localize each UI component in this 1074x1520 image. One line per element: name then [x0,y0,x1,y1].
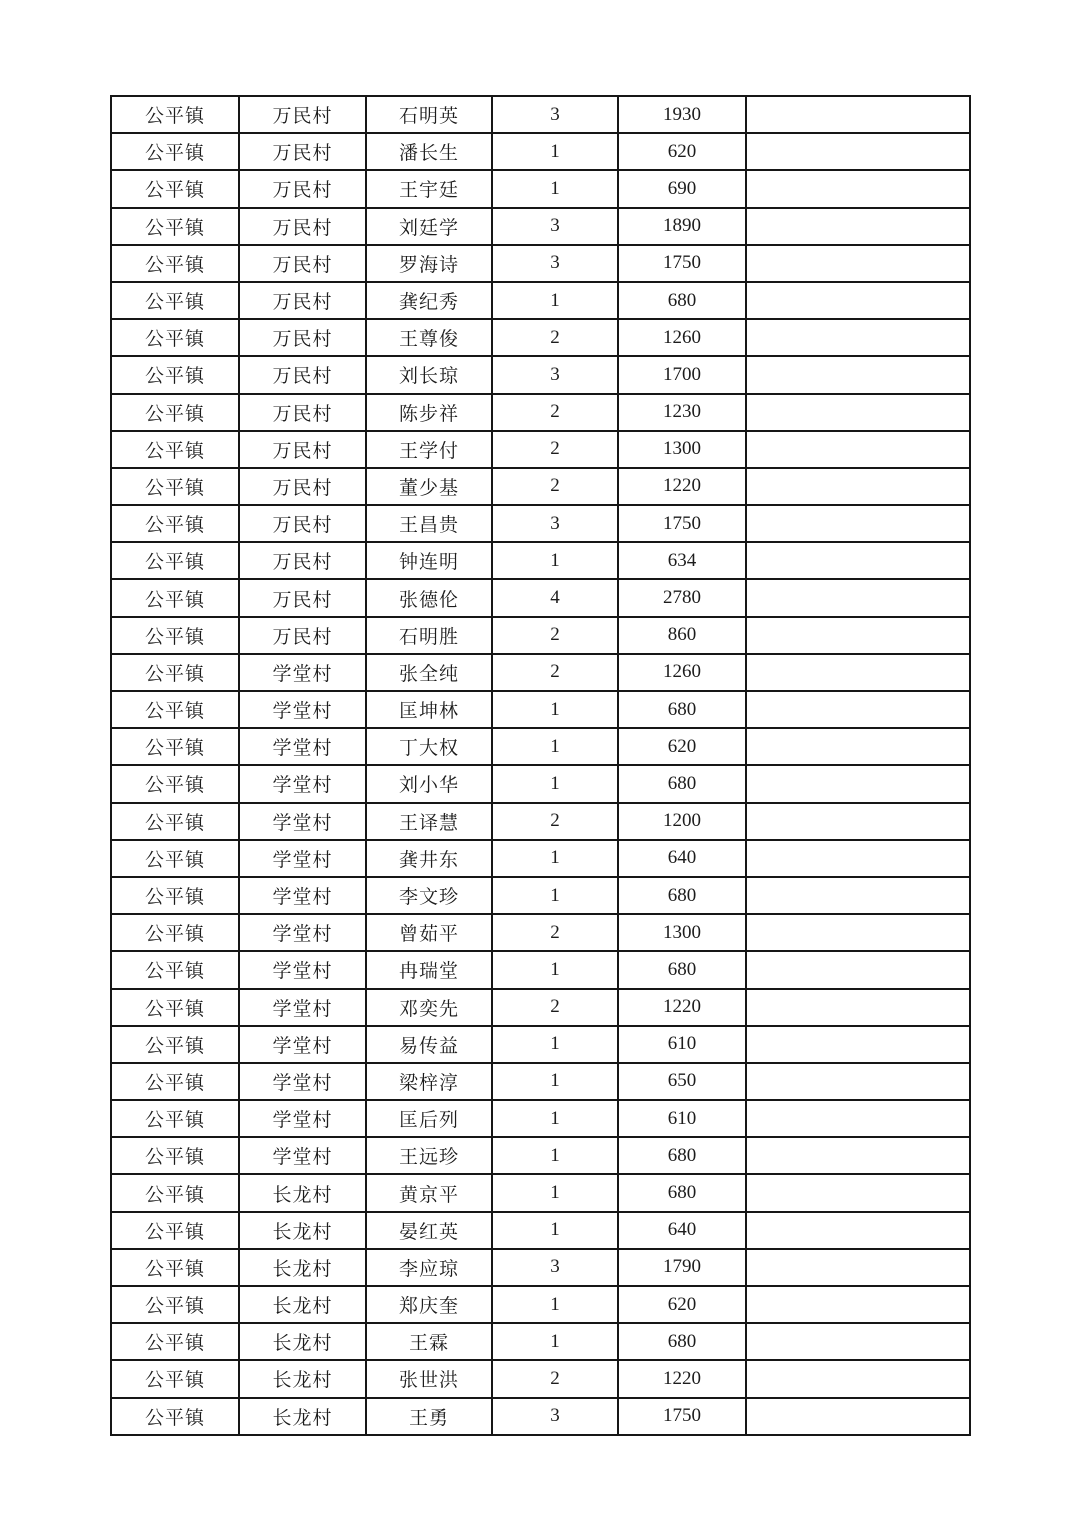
cell-count: 1 [492,691,618,728]
cell-amount: 1260 [618,654,746,691]
cell-name: 王远珍 [366,1137,492,1174]
cell-count: 2 [492,319,618,356]
cell-amount: 640 [618,1212,746,1249]
cell-name: 张全纯 [366,654,492,691]
cell-name: 梁梓淳 [366,1063,492,1100]
cell-name: 张世洪 [366,1360,492,1397]
cell-count: 4 [492,579,618,616]
cell-count: 2 [492,617,618,654]
cell-count: 2 [492,468,618,505]
table-row [111,1323,970,1360]
cell-amount: 1930 [618,96,746,133]
cell-village: 长龙村 [239,1174,366,1211]
cell-town: 公平镇 [111,1063,239,1100]
cell-village: 万民村 [239,542,366,579]
cell-note [746,1174,970,1211]
cell-town: 公平镇 [111,914,239,951]
cell-town: 公平镇 [111,170,239,207]
table-row [111,1137,970,1174]
cell-count: 1 [492,542,618,579]
aid-table [110,95,971,1436]
cell-name: 晏红英 [366,1212,492,1249]
cell-village: 万民村 [239,96,366,133]
cell-count: 1 [492,877,618,914]
table-row [111,951,970,988]
cell-count: 1 [492,170,618,207]
cell-amount: 1890 [618,208,746,245]
table-row [111,431,970,468]
cell-name: 石明英 [366,96,492,133]
cell-name: 龚井东 [366,840,492,877]
table-row [111,877,970,914]
table-body [111,96,970,1435]
cell-town: 公平镇 [111,1100,239,1137]
cell-count: 3 [492,245,618,282]
cell-count: 3 [492,208,618,245]
cell-amount: 680 [618,951,746,988]
cell-amount: 640 [618,840,746,877]
cell-count: 3 [492,356,618,393]
table-row [111,282,970,319]
cell-town: 公平镇 [111,1212,239,1249]
cell-count: 1 [492,1212,618,1249]
cell-count: 1 [492,1100,618,1137]
cell-count: 1 [492,282,618,319]
cell-note [746,691,970,728]
cell-amount: 1200 [618,803,746,840]
table-row [111,356,970,393]
cell-amount: 680 [618,691,746,728]
cell-note [746,319,970,356]
cell-count: 1 [492,951,618,988]
cell-note [746,133,970,170]
cell-note [746,468,970,505]
table-row [111,170,970,207]
cell-name: 潘长生 [366,133,492,170]
cell-count: 2 [492,914,618,951]
table-row [111,133,970,170]
table-row [111,96,970,133]
cell-village: 万民村 [239,356,366,393]
table-row [111,765,970,802]
cell-count: 2 [492,654,618,691]
cell-village: 学堂村 [239,1137,366,1174]
cell-town: 公平镇 [111,803,239,840]
table-row [111,691,970,728]
cell-name: 罗海诗 [366,245,492,282]
cell-name: 李文珍 [366,877,492,914]
cell-village: 万民村 [239,245,366,282]
cell-name: 王勇 [366,1398,492,1435]
cell-count: 1 [492,1323,618,1360]
cell-name: 龚纪秀 [366,282,492,319]
table-row [111,914,970,951]
cell-count: 1 [492,1286,618,1323]
cell-village: 学堂村 [239,1100,366,1137]
cell-note [746,96,970,133]
cell-name: 匡后列 [366,1100,492,1137]
cell-amount: 1750 [618,1398,746,1435]
cell-count: 2 [492,989,618,1026]
cell-village: 学堂村 [239,691,366,728]
cell-village: 长龙村 [239,1398,366,1435]
cell-note [746,1063,970,1100]
cell-amount: 1230 [618,394,746,431]
cell-note [746,617,970,654]
cell-amount: 620 [618,133,746,170]
table-row [111,208,970,245]
cell-name: 陈步祥 [366,394,492,431]
table-row [111,989,970,1026]
cell-village: 学堂村 [239,803,366,840]
cell-village: 万民村 [239,505,366,542]
cell-name: 董少基 [366,468,492,505]
cell-amount: 680 [618,1323,746,1360]
cell-town: 公平镇 [111,617,239,654]
cell-amount: 2780 [618,579,746,616]
cell-note [746,356,970,393]
table-row [111,505,970,542]
cell-note [746,431,970,468]
cell-village: 学堂村 [239,877,366,914]
cell-town: 公平镇 [111,542,239,579]
cell-name: 王学付 [366,431,492,468]
cell-village: 万民村 [239,170,366,207]
cell-name: 李应琼 [366,1249,492,1286]
cell-amount: 1790 [618,1249,746,1286]
cell-note [746,394,970,431]
cell-town: 公平镇 [111,654,239,691]
table-row [111,245,970,282]
cell-town: 公平镇 [111,1026,239,1063]
table-row [111,579,970,616]
table-row [111,319,970,356]
cell-name: 王宇廷 [366,170,492,207]
cell-village: 学堂村 [239,765,366,802]
table-row [111,617,970,654]
cell-note [746,803,970,840]
cell-town: 公平镇 [111,1249,239,1286]
cell-amount: 680 [618,877,746,914]
cell-village: 万民村 [239,133,366,170]
table-row [111,803,970,840]
cell-count: 2 [492,1360,618,1397]
cell-town: 公平镇 [111,1174,239,1211]
cell-note [746,245,970,282]
cell-name: 易传益 [366,1026,492,1063]
cell-count: 1 [492,133,618,170]
table-row [111,1026,970,1063]
cell-note [746,951,970,988]
cell-amount: 610 [618,1100,746,1137]
cell-town: 公平镇 [111,840,239,877]
cell-name: 郑庆奎 [366,1286,492,1323]
cell-village: 万民村 [239,468,366,505]
cell-amount: 1220 [618,1360,746,1397]
cell-village: 长龙村 [239,1323,366,1360]
table-row [111,1100,970,1137]
cell-count: 1 [492,1026,618,1063]
cell-note [746,914,970,951]
cell-village: 学堂村 [239,989,366,1026]
cell-name: 王霖 [366,1323,492,1360]
cell-count: 3 [492,1398,618,1435]
cell-town: 公平镇 [111,989,239,1026]
cell-town: 公平镇 [111,1360,239,1397]
cell-amount: 650 [618,1063,746,1100]
cell-town: 公平镇 [111,282,239,319]
cell-town: 公平镇 [111,1398,239,1435]
cell-note [746,170,970,207]
cell-amount: 1300 [618,914,746,951]
cell-note [746,765,970,802]
cell-note [746,1398,970,1435]
cell-amount: 1750 [618,245,746,282]
cell-amount: 620 [618,728,746,765]
cell-town: 公平镇 [111,133,239,170]
cell-village: 长龙村 [239,1212,366,1249]
cell-amount: 1300 [618,431,746,468]
table-row [111,1398,970,1435]
cell-note [746,1249,970,1286]
cell-village: 万民村 [239,617,366,654]
cell-note [746,1137,970,1174]
cell-amount: 1220 [618,468,746,505]
cell-name: 冉瑞堂 [366,951,492,988]
cell-town: 公平镇 [111,1137,239,1174]
cell-name: 黄京平 [366,1174,492,1211]
cell-village: 万民村 [239,394,366,431]
table-row [111,1286,970,1323]
cell-count: 1 [492,728,618,765]
cell-town: 公平镇 [111,505,239,542]
table-row [111,1174,970,1211]
cell-note [746,1323,970,1360]
cell-name: 刘廷学 [366,208,492,245]
cell-village: 长龙村 [239,1286,366,1323]
table-row [111,394,970,431]
cell-name: 邓奕先 [366,989,492,1026]
cell-village: 万民村 [239,208,366,245]
cell-count: 2 [492,803,618,840]
cell-name: 石明胜 [366,617,492,654]
cell-name: 钟连明 [366,542,492,579]
cell-town: 公平镇 [111,96,239,133]
cell-village: 学堂村 [239,914,366,951]
cell-town: 公平镇 [111,356,239,393]
cell-name: 曾茹平 [366,914,492,951]
cell-count: 3 [492,505,618,542]
cell-village: 学堂村 [239,951,366,988]
cell-note [746,579,970,616]
cell-note [746,1212,970,1249]
cell-name: 刘长琼 [366,356,492,393]
cell-note [746,989,970,1026]
cell-count: 2 [492,394,618,431]
cell-town: 公平镇 [111,394,239,431]
cell-count: 1 [492,840,618,877]
cell-town: 公平镇 [111,691,239,728]
table-row [111,468,970,505]
cell-note [746,542,970,579]
cell-note [746,1360,970,1397]
cell-count: 1 [492,1063,618,1100]
cell-amount: 1750 [618,505,746,542]
cell-town: 公平镇 [111,245,239,282]
cell-note [746,282,970,319]
cell-amount: 1220 [618,989,746,1026]
cell-town: 公平镇 [111,765,239,802]
cell-town: 公平镇 [111,1323,239,1360]
table-row [111,654,970,691]
cell-village: 万民村 [239,579,366,616]
cell-name: 刘小华 [366,765,492,802]
cell-count: 3 [492,96,618,133]
cell-town: 公平镇 [111,468,239,505]
cell-amount: 690 [618,170,746,207]
cell-town: 公平镇 [111,877,239,914]
table-row [111,1360,970,1397]
cell-village: 万民村 [239,282,366,319]
cell-amount: 620 [618,1286,746,1323]
table-row [111,1212,970,1249]
cell-name: 王译慧 [366,803,492,840]
cell-village: 学堂村 [239,840,366,877]
cell-amount: 1700 [618,356,746,393]
cell-note [746,208,970,245]
table-row [111,1063,970,1100]
cell-name: 丁大权 [366,728,492,765]
cell-town: 公平镇 [111,728,239,765]
cell-count: 2 [492,431,618,468]
table-row [111,728,970,765]
cell-count: 1 [492,1174,618,1211]
cell-amount: 680 [618,765,746,802]
cell-town: 公平镇 [111,319,239,356]
cell-town: 公平镇 [111,1286,239,1323]
cell-town: 公平镇 [111,208,239,245]
cell-count: 1 [492,1137,618,1174]
cell-name: 王昌贵 [366,505,492,542]
cell-note [746,1100,970,1137]
cell-village: 长龙村 [239,1249,366,1286]
cell-amount: 680 [618,1174,746,1211]
cell-amount: 634 [618,542,746,579]
cell-amount: 610 [618,1026,746,1063]
table-row [111,542,970,579]
cell-note [746,840,970,877]
cell-note [746,877,970,914]
cell-village: 万民村 [239,319,366,356]
cell-note [746,1286,970,1323]
cell-name: 张德伦 [366,579,492,616]
cell-count: 3 [492,1249,618,1286]
table-row [111,840,970,877]
cell-name: 匡坤林 [366,691,492,728]
cell-village: 学堂村 [239,654,366,691]
cell-village: 学堂村 [239,728,366,765]
cell-note [746,505,970,542]
cell-town: 公平镇 [111,951,239,988]
cell-amount: 680 [618,282,746,319]
cell-name: 王尊俊 [366,319,492,356]
cell-village: 学堂村 [239,1063,366,1100]
cell-village: 学堂村 [239,1026,366,1063]
cell-amount: 860 [618,617,746,654]
cell-town: 公平镇 [111,431,239,468]
cell-amount: 680 [618,1137,746,1174]
cell-note [746,728,970,765]
cell-village: 长龙村 [239,1360,366,1397]
cell-note [746,1026,970,1063]
table-row [111,1249,970,1286]
cell-count: 1 [492,765,618,802]
cell-amount: 1260 [618,319,746,356]
cell-village: 万民村 [239,431,366,468]
cell-note [746,654,970,691]
cell-town: 公平镇 [111,579,239,616]
